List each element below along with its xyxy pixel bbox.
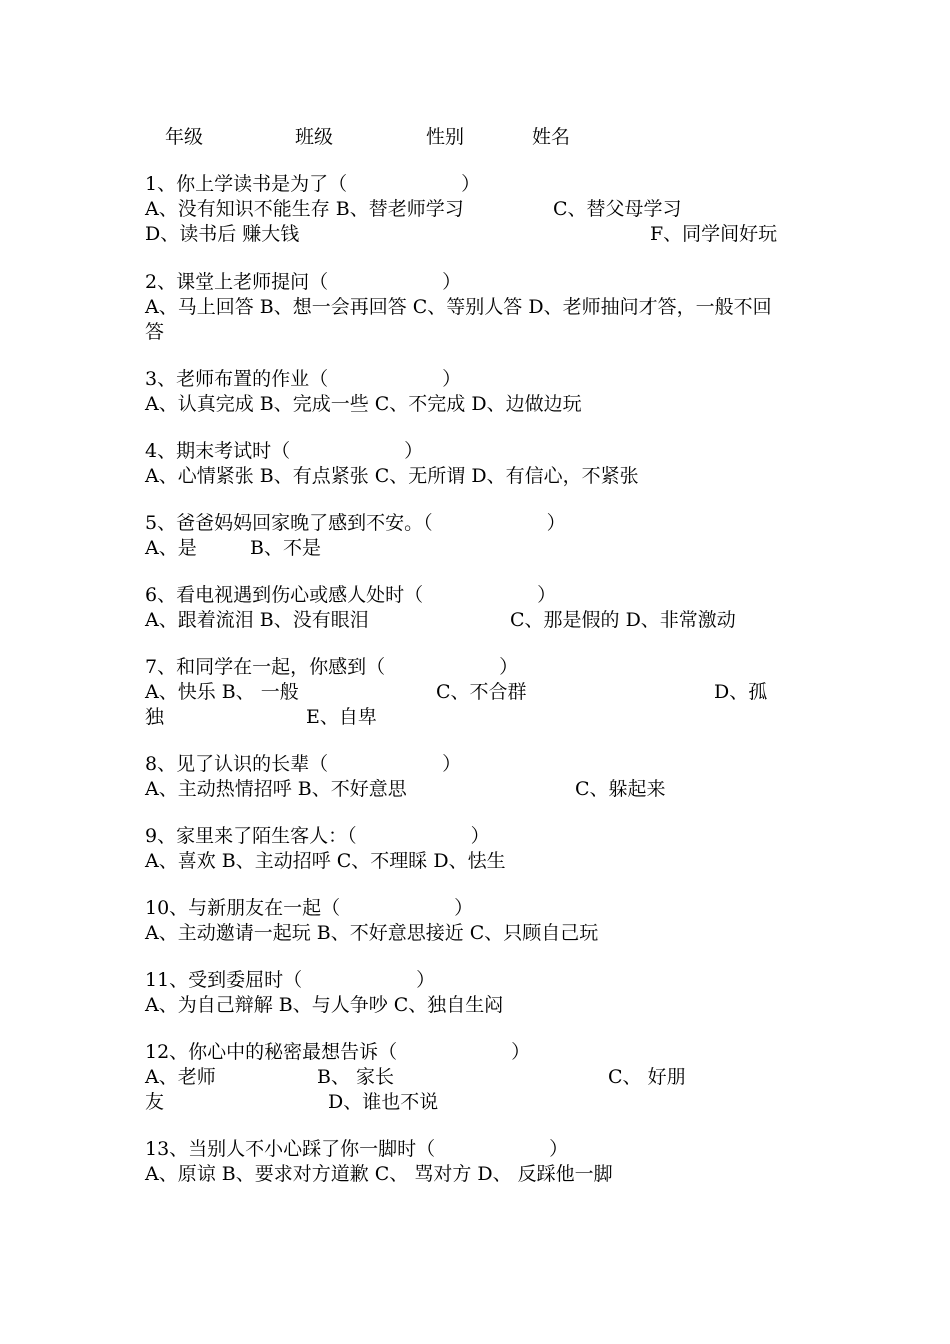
q9-options: A、喜欢 B、主动招呼 C、不理睬 D、怯生 (145, 850, 506, 872)
q5-option-b: B、不是 (250, 537, 321, 559)
q12-option-c-cont: 友 (145, 1091, 165, 1113)
question-9: 9、家里来了陌生客人：（ ） (145, 825, 490, 847)
q12-option-a: A、老师 (145, 1066, 216, 1088)
q1-options-ab: A、没有知识不能生存 B、替老师学习 (145, 198, 464, 220)
question-12: 12、你心中的秘密最想告诉（ ） (145, 1041, 531, 1063)
q6-options-cd: C、那是假的 D、非常激动 (510, 609, 736, 631)
q1-option-c: C、替父母学习 (553, 198, 682, 220)
question-13: 13、当别人不小心踩了你一脚时（ ） (145, 1138, 569, 1160)
q2-options: A、马上回答 B、想一会再回答 C、等别人答 D、老师抽问才答，一般不回 (145, 296, 772, 318)
question-10: 10、与新朋友在一起（ ） (145, 897, 474, 919)
question-5: 5、爸爸妈妈回家晚了感到不安。（ ） (145, 512, 566, 534)
gender-label: 性别 (426, 126, 465, 148)
name-label: 姓名 (532, 126, 571, 148)
question-4: 4、期末考试时（ ） (145, 440, 424, 462)
q13-options: A、原谅 B、要求对方道歉 C、 骂对方 D、 反踩他一脚 (145, 1163, 613, 1185)
q12-option-c: C、 好朋 (608, 1066, 686, 1088)
q4-options: A、心情紧张 B、有点紧张 C、无所谓 D、有信心，不紧张 (145, 465, 639, 487)
q1-option-d: D、读书后 赚大钱 (145, 223, 300, 245)
q5-option-a: A、是 (145, 537, 197, 559)
q11-options: A、为自己辩解 B、与人争吵 C、独自生闷 (145, 994, 504, 1016)
q3-options: A、认真完成 B、完成一些 C、不完成 D、边做边玩 (145, 393, 582, 415)
q7-option-d: D、孤 (714, 681, 768, 703)
q7-option-e: E、自卑 (306, 706, 377, 728)
q6-options-ab: A、跟着流泪 B、没有眼泪 (145, 609, 369, 631)
q12-option-d: D、谁也不说 (328, 1091, 439, 1113)
question-2: 2、课堂上老师提问（ ） (145, 271, 462, 293)
q7-options-ab: A、快乐 B、 一般 (145, 681, 299, 703)
q8-option-c: C、躲起来 (575, 778, 666, 800)
q8-options-ab: A、主动热情招呼 B、不好意思 (145, 778, 407, 800)
question-6: 6、看电视遇到伤心或感人处时（ ） (145, 584, 557, 606)
question-1: 1、你上学读书是为了（ ） (145, 173, 481, 195)
q10-options: A、主动邀请一起玩 B、不好意思接近 C、只顾自己玩 (145, 922, 599, 944)
class-label: 班级 (295, 126, 334, 148)
q7-option-d-cont: 独 (145, 706, 165, 728)
q7-option-c: C、不合群 (436, 681, 527, 703)
question-8: 8、见了认识的长辈（ ） (145, 753, 462, 775)
q1-option-f: F、同学间好玩 (650, 223, 778, 245)
question-3: 3、老师布置的作业（ ） (145, 368, 462, 390)
q2-options-cont: 答 (145, 321, 165, 343)
grade-label: 年级 (165, 126, 204, 148)
q12-option-b: B、 家长 (317, 1066, 395, 1088)
question-11: 11、受到委屈时（ ） (145, 969, 436, 991)
question-7: 7、和同学在一起，你感到（ ） (145, 656, 519, 678)
